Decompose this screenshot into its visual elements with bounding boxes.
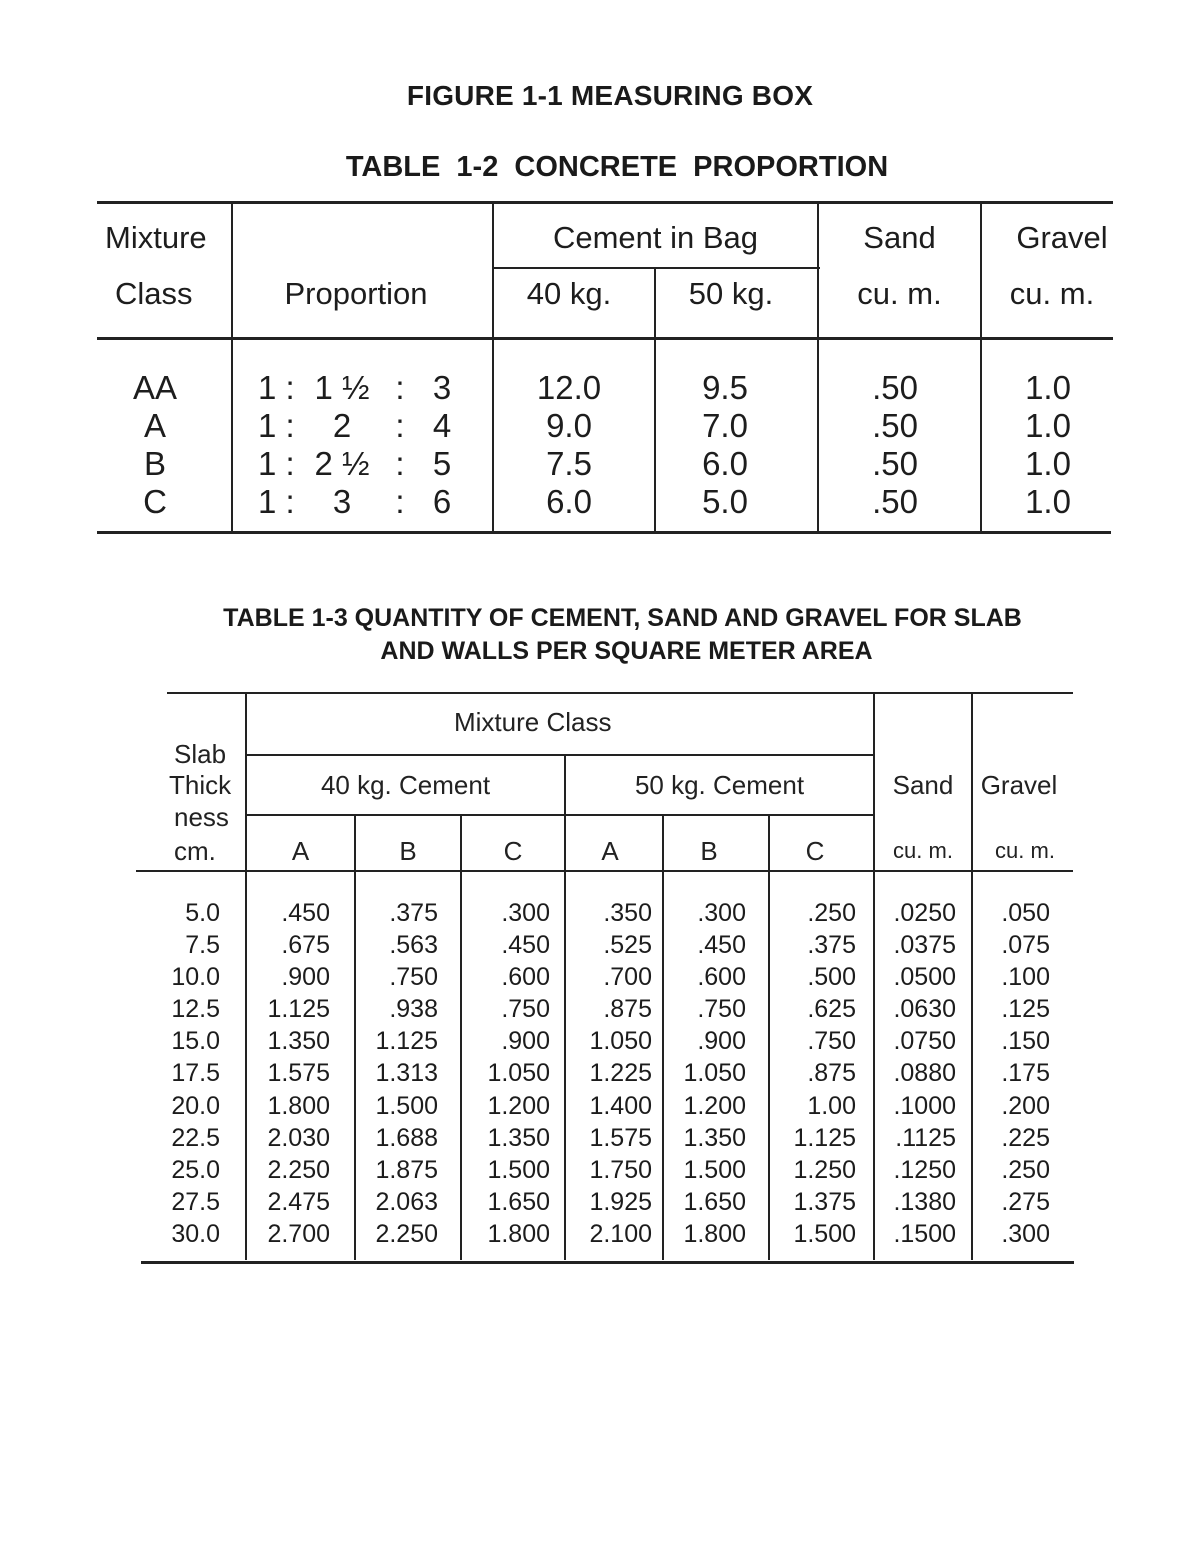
- table3-row-3-thickness: 12.5: [171, 995, 220, 1024]
- table3-row-7-gravel: .225: [1001, 1123, 1050, 1152]
- table2-header-gravel: Gravel: [1016, 220, 1108, 255]
- table2-header-50kg: 50 kg.: [688, 276, 774, 311]
- table2-row-3-prop-3: :: [395, 483, 405, 520]
- table3-row-2-c40: .600: [501, 963, 550, 992]
- table2-header-sand: Sand: [863, 220, 936, 255]
- table3-row-1-a40: .675: [281, 931, 330, 960]
- table2-col-sand: [850, 369, 940, 521]
- table3-row-8-c40: 1.500: [487, 1155, 550, 1184]
- table3-header-rule: [136, 870, 1073, 872]
- table3-row-3-a50: .875: [603, 995, 652, 1024]
- table3-header-mixture-class: Mixture Class: [454, 707, 612, 737]
- table2-header-rule: [97, 337, 1113, 340]
- table3-cement-group-rule: [247, 814, 873, 816]
- table3-row-1-b40: .563: [389, 931, 438, 960]
- table3-col-sand: [866, 897, 956, 1250]
- table2-row-1-prop-1: 1 :: [258, 407, 295, 444]
- table3-title-line2: AND WALLS PER SQUARE METER AREA: [380, 637, 873, 665]
- table3-row-10-c50: 1.500: [793, 1219, 856, 1248]
- table2-row-0-prop-4: 3: [432, 369, 452, 406]
- table3-row-6-b40: 1.500: [375, 1091, 438, 1120]
- table3-col-c50: [776, 897, 856, 1250]
- table3-row-1-c40: .450: [501, 931, 550, 960]
- table3-header-slab-1: Slab: [174, 739, 227, 769]
- table2-row-1-50kg: 7.0: [702, 407, 748, 444]
- table2-row-0-prop-2: 1 ½: [314, 369, 370, 406]
- table3-row-9-c40: 1.650: [487, 1187, 550, 1216]
- table3-row-5-c40: 1.050: [487, 1059, 550, 1088]
- table3-row-6-a40: 1.800: [267, 1091, 330, 1120]
- table2-row-0-50kg: 9.5: [702, 369, 748, 406]
- figure-title: FIGURE 1-1 MEASURING BOX: [406, 80, 814, 111]
- table2-header-cement-in-bag: Cement in Bag: [552, 220, 759, 255]
- table3-row-4-b50: .900: [697, 1027, 746, 1056]
- table3-row-10-sand: .1500: [893, 1219, 956, 1248]
- table3-row-2-c50: .500: [807, 963, 856, 992]
- table3-col-c40: [470, 897, 550, 1250]
- table3-header-sand: Sand: [892, 770, 954, 800]
- table3-header-a40: A: [291, 836, 310, 866]
- table3-row-6-c50: 1.00: [807, 1091, 856, 1120]
- table3-row-4-b40: 1.125: [375, 1027, 438, 1056]
- table2-col-proportion-c: [390, 369, 410, 521]
- table3-row-7-b40: 1.688: [375, 1123, 438, 1152]
- table3-row-10-b50: 1.800: [683, 1219, 746, 1248]
- table2-header-gravel-unit: cu. m.: [1009, 276, 1095, 311]
- table3-row-0-a40: .450: [281, 899, 330, 927]
- table2-col-50kg: [680, 369, 770, 521]
- table3-header-slab-4: cm.: [174, 836, 216, 866]
- table3-row-5-a50: 1.225: [589, 1059, 652, 1088]
- table3-row-7-a40: 2.030: [267, 1123, 330, 1152]
- table3-row-9-c50: 1.375: [793, 1187, 856, 1216]
- table2-col-gravel: [1003, 369, 1093, 521]
- table2-row-2-prop-4: 5: [432, 445, 452, 482]
- table2-row-0-sand: .50: [872, 369, 918, 406]
- table2-row-0-prop-3: :: [395, 369, 405, 406]
- table2-row-2-40kg: 7.5: [546, 445, 592, 482]
- table3-row-8-c50: 1.250: [793, 1155, 856, 1184]
- table3-row-2-b50: .600: [697, 963, 746, 992]
- table2-row-2-prop-1: 1 :: [258, 445, 295, 482]
- table2-col-divider: [231, 204, 233, 531]
- table2-row-0-40kg: 12.0: [536, 369, 602, 406]
- table3-row-4-thickness: 15.0: [171, 1027, 220, 1056]
- table3-row-9-b40: 2.063: [375, 1187, 438, 1216]
- table3-row-6-gravel: .200: [1001, 1091, 1050, 1120]
- table2-row-2-50kg: 6.0: [702, 445, 748, 482]
- table3-row-3-c50: .625: [807, 995, 856, 1024]
- table3-header-slab-3: ness: [174, 802, 229, 832]
- table3-header-slab-2: Thick: [169, 770, 232, 800]
- table3-row-0-gravel: .050: [1001, 899, 1050, 927]
- table3-header-sand-unit: cu. m.: [893, 838, 953, 863]
- table3-row-1-a50: .525: [603, 931, 652, 960]
- table2-row-3-50kg: 5.0: [702, 483, 748, 520]
- table2-row-0-gravel: 1.0: [1025, 369, 1071, 406]
- table2-row-2-prop-3: :: [395, 445, 405, 482]
- table2-row-0-prop-1: 1 :: [258, 369, 295, 406]
- table2-col-class: [120, 369, 190, 521]
- table3-row-5-c50: .875: [807, 1059, 856, 1088]
- table3-row-0-c40: .300: [501, 899, 550, 927]
- table3-header-c40: C: [503, 836, 523, 866]
- table3-header-c50: C: [805, 836, 825, 866]
- table2-col-proportion-b: [304, 369, 380, 521]
- table3-row-8-gravel: .250: [1001, 1155, 1050, 1184]
- table2-col-proportion-a: [258, 369, 308, 521]
- table3-row-5-thickness: 17.5: [171, 1059, 220, 1088]
- table3-row-9-sand: .1380: [893, 1187, 956, 1216]
- table3-row-7-c40: 1.350: [487, 1123, 550, 1152]
- table3-row-6-b50: 1.200: [683, 1091, 746, 1120]
- table3-row-8-sand: .1250: [893, 1155, 956, 1184]
- table3-col-divider: [245, 694, 247, 1260]
- table3-col-divider: [354, 816, 356, 1260]
- table3-row-0-sand: .0250: [893, 899, 956, 927]
- table2-row-1-prop-3: :: [395, 407, 405, 444]
- table3-row-2-a40: .900: [281, 963, 330, 992]
- table2-row-3-prop-4: 6: [432, 483, 452, 520]
- table3-row-3-sand: .0630: [893, 995, 956, 1024]
- table2-top-rule: [97, 201, 1113, 204]
- table3-row-0-c50: .250: [807, 899, 856, 927]
- table3-row-2-b40: .750: [389, 963, 438, 992]
- table3-bottom-rule: [141, 1261, 1074, 1264]
- table3-row-2-thickness: 10.0: [171, 963, 220, 992]
- table3-row-10-a40: 2.700: [267, 1219, 330, 1248]
- table3-col-divider: [564, 756, 566, 1260]
- table3-row-8-b50: 1.500: [683, 1155, 746, 1184]
- table3-col-b40: [358, 897, 438, 1250]
- table3-row-0-a50: .350: [603, 899, 652, 927]
- table3-row-1-gravel: .075: [1001, 931, 1050, 960]
- table3-row-1-b50: .450: [697, 931, 746, 960]
- table2-header-sand-unit: cu. m.: [857, 276, 942, 311]
- table3-row-3-a40: 1.125: [267, 995, 330, 1024]
- table3-row-6-sand: .1000: [893, 1091, 956, 1120]
- table3-row-2-sand: .0500: [893, 963, 956, 992]
- table3-header-gravel: Gravel: [980, 770, 1058, 800]
- table3-row-3-b40: .938: [389, 995, 438, 1024]
- table3-header-gravel-unit: cu. m.: [995, 838, 1055, 863]
- table3-row-2-gravel: .100: [1001, 963, 1050, 992]
- table3-row-3-gravel: .125: [1001, 995, 1050, 1024]
- table3-row-4-a50: 1.050: [589, 1027, 652, 1056]
- table2-cement-group-rule: [493, 267, 820, 269]
- table3-col-b50: [666, 897, 746, 1250]
- table3-col-divider: [460, 816, 462, 1260]
- table3-row-7-a50: 1.575: [589, 1123, 652, 1152]
- table3-col-thickness: [150, 897, 220, 1250]
- table3-title-line1: TABLE 1-3 QUANTITY OF CEMENT, SAND AND GRAVEL FOR SLAB: [223, 604, 1022, 632]
- table3-row-10-thickness: 30.0: [171, 1219, 220, 1248]
- table3-row-1-thickness: 7.5: [185, 931, 220, 960]
- table2-header-proportion: Proportion: [284, 276, 428, 311]
- table2-header-class: Class: [115, 276, 193, 311]
- table2-row-1-40kg: 9.0: [546, 407, 592, 444]
- table3-row-8-b40: 1.875: [375, 1155, 438, 1184]
- table2-row-1-prop-4: 4: [432, 407, 452, 444]
- table3-row-9-thickness: 27.5: [171, 1187, 220, 1216]
- table3-top-rule: [167, 692, 1073, 694]
- table3-mixture-class-rule: [247, 754, 873, 756]
- table3-row-0-b40: .375: [389, 899, 438, 927]
- table3-row-8-a50: 1.750: [589, 1155, 652, 1184]
- table2-row-2-gravel: 1.0: [1025, 445, 1071, 482]
- table3-row-1-sand: .0375: [893, 931, 956, 960]
- table3-row-4-a40: 1.350: [267, 1027, 330, 1056]
- table3-header-a50: A: [601, 836, 619, 866]
- table3-row-10-c40: 1.800: [487, 1219, 550, 1248]
- table2-row-1-prop-2: 2: [332, 407, 352, 444]
- table3-row-6-c40: 1.200: [487, 1091, 550, 1120]
- table3-header-50kg-cement: 50 kg. Cement: [634, 770, 805, 800]
- table3-row-2-a50: .700: [603, 963, 652, 992]
- table2-row-1-class: A: [143, 407, 166, 444]
- table3-col-divider: [662, 816, 664, 1260]
- table3-row-7-c50: 1.125: [793, 1123, 856, 1152]
- table3-row-9-b50: 1.650: [683, 1187, 746, 1216]
- table3-row-0-thickness: 5.0: [185, 899, 220, 927]
- table3-row-6-thickness: 20.0: [171, 1091, 220, 1120]
- table3-row-1-c50: .375: [807, 931, 856, 960]
- table2-bottom-rule: [97, 531, 1111, 534]
- table3-row-7-b50: 1.350: [683, 1123, 746, 1152]
- table2-row-2-sand: .50: [872, 445, 918, 482]
- table2-row-3-prop-2: 3: [332, 483, 352, 520]
- table2-row-3-prop-1: 1 :: [258, 483, 295, 520]
- table3-col-a40: [250, 897, 330, 1250]
- table3-row-7-sand: .1125: [895, 1123, 956, 1152]
- table3-row-5-b50: 1.050: [683, 1059, 746, 1088]
- table3-row-5-sand: .0880: [893, 1059, 956, 1088]
- table2-col-40kg: [524, 369, 614, 521]
- table3-row-4-c40: .900: [501, 1027, 550, 1056]
- table2-row-0-class: AA: [132, 369, 178, 406]
- table3-row-4-sand: .0750: [893, 1027, 956, 1056]
- table2-row-1-gravel: 1.0: [1025, 407, 1071, 444]
- table3-row-5-a40: 1.575: [267, 1059, 330, 1088]
- table3-row-0-b50: .300: [697, 899, 746, 927]
- table3-header-40kg-cement: 40 kg. Cement: [320, 770, 491, 800]
- table2-row-2-prop-2: 2 ½: [314, 445, 370, 482]
- table2-header-mixture: Mixture: [105, 220, 207, 255]
- table2-row-1-sand: .50: [872, 407, 918, 444]
- table3-row-9-a40: 2.475: [267, 1187, 330, 1216]
- table3-row-10-a50: 2.100: [589, 1219, 652, 1248]
- table3-row-5-b40: 1.313: [375, 1059, 438, 1088]
- table3-row-9-gravel: .275: [1001, 1187, 1050, 1216]
- table2-row-3-class: C: [143, 483, 167, 520]
- table3-row-7-thickness: 22.5: [171, 1123, 220, 1152]
- table2-col-proportion-d: [428, 369, 456, 521]
- table3-col-divider: [768, 816, 770, 1260]
- table3-row-6-a50: 1.400: [589, 1091, 652, 1120]
- table3-row-3-b50: .750: [697, 995, 746, 1024]
- table3-row-3-c40: .750: [501, 995, 550, 1024]
- table3-row-8-a40: 2.250: [267, 1155, 330, 1184]
- table3-row-4-gravel: .150: [1001, 1027, 1050, 1056]
- table2-row-2-class: B: [143, 445, 166, 482]
- table3-header-b50: B: [700, 836, 718, 866]
- table2-row-3-sand: .50: [872, 483, 918, 520]
- table2: [0, 0, 1200, 560]
- table2-title: TABLE 1-2 CONCRETE PROPORTION: [345, 151, 889, 183]
- table3-header-b40: B: [399, 836, 417, 866]
- table3-row-8-thickness: 25.0: [171, 1155, 220, 1184]
- table3-row-9-a50: 1.925: [589, 1187, 652, 1216]
- table3-col-gravel: [970, 897, 1050, 1250]
- table3-row-4-c50: .750: [807, 1027, 856, 1056]
- table2-row-3-40kg: 6.0: [546, 483, 592, 520]
- table2-row-3-gravel: 1.0: [1025, 483, 1071, 520]
- table2-header-40kg: 40 kg.: [526, 276, 612, 311]
- table3-row-5-gravel: .175: [1001, 1059, 1050, 1088]
- table3-col-a50: [572, 897, 652, 1250]
- table3-row-10-gravel: .300: [1001, 1219, 1050, 1248]
- table3-row-10-b40: 2.250: [375, 1219, 438, 1248]
